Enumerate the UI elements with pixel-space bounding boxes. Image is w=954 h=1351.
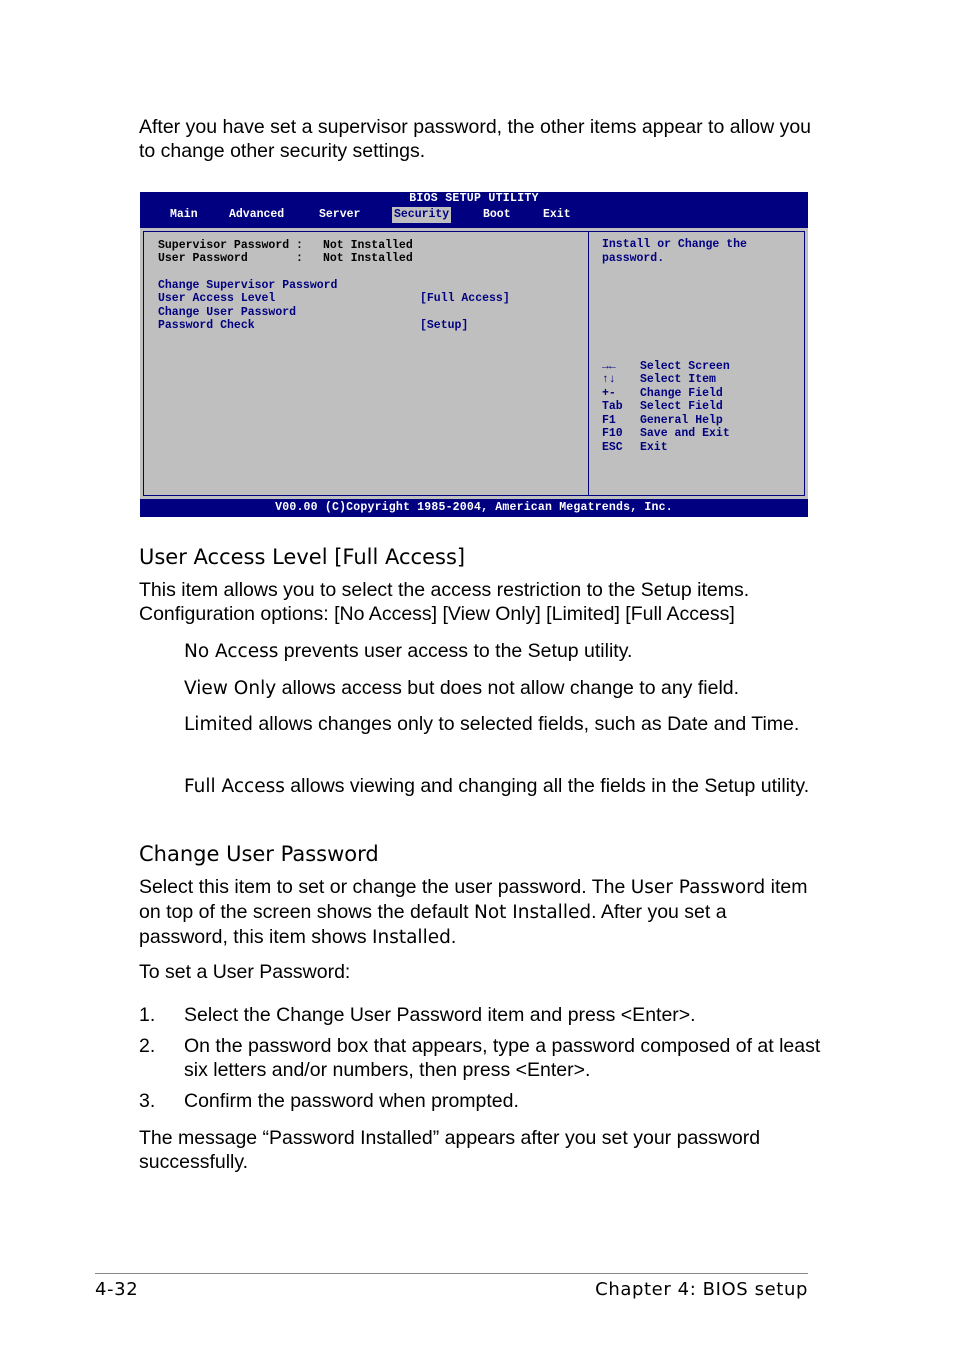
step-text: On the password box that appears, type a password composed of at least six letters and/or numbers, then press <Enter>.	[184, 1035, 821, 1081]
status-value-user: Not Installed	[323, 252, 413, 265]
step-number: 3.	[139, 1090, 156, 1112]
option-desc: allows viewing and changing all the fields in the Setup utility.	[290, 775, 810, 797]
text-run: . After you set a password, this item shows	[139, 901, 727, 948]
key-desc: Exit	[640, 441, 668, 454]
section1-body: This item allows you to select the access restriction to the Setup items. Configuration options: [No Access] [View Only] [Limited] [Full Access]	[139, 579, 750, 625]
menu-item-change-user-password[interactable]: Change User Password	[158, 306, 297, 319]
keyword-installed: Installed	[372, 927, 451, 948]
section-heading-change-user-password: Change User Password	[139, 842, 379, 866]
option-desc: allows changes only to selected fields, such as Date and Time.	[258, 713, 800, 735]
status-label-user: User Password :	[158, 252, 303, 265]
option-no-access	[184, 639, 824, 664]
menu-item-password-check[interactable]: Password Check	[158, 319, 255, 332]
bios-title: BIOS SETUP UTILITY	[409, 192, 539, 205]
bios-body	[140, 228, 808, 499]
option-full-access	[184, 774, 824, 799]
tab-server[interactable]: Server	[319, 208, 361, 221]
page-number: 4-32	[95, 1279, 139, 1300]
menu-item-change-supervisor-password[interactable]: Change Supervisor Password	[158, 279, 338, 292]
step-text: Select the Change User Password item and press <Enter>.	[184, 1004, 696, 1026]
key-desc: Select Screen	[640, 360, 730, 373]
section2-paragraph3: The message “Password Installed” appears after you set your password successfully.	[139, 1127, 761, 1173]
section-heading-user-access-level: User Access Level [Full Access]	[139, 545, 466, 569]
menu-value-user-access-level[interactable]: [Full Access]	[420, 292, 510, 305]
option-term: View Only	[184, 678, 277, 699]
bios-left-pane	[143, 231, 589, 496]
key-label: F10	[602, 427, 623, 440]
option-term: No Access	[184, 641, 279, 662]
section2-paragraph1	[139, 875, 819, 950]
step-text: Confirm the password when prompted.	[184, 1090, 519, 1112]
tab-advanced[interactable]: Advanced	[229, 208, 285, 221]
text-run: item on top of the screen shows the default	[139, 876, 808, 923]
menu-value-password-check[interactable]: [Setup]	[420, 319, 469, 332]
intro-paragraph: After you have set a supervisor password, the other items appear to allow you to change other security settings.	[139, 116, 812, 162]
option-desc: prevents user access to the Setup utility.	[283, 640, 633, 662]
key-select-item-icon: ↑↓	[602, 373, 616, 386]
step-number: 2.	[139, 1035, 156, 1057]
bios-copyright: V00.00 (C)Copyright 1985-2004, American Megatrends, Inc.	[275, 501, 673, 514]
chapter-title: Chapter 4: BIOS setup	[595, 1279, 808, 1300]
menu-item-user-access-level[interactable]: User Access Level	[158, 292, 276, 305]
status-label-supervisor: Supervisor Password :	[158, 239, 303, 252]
tab-main[interactable]: Main	[170, 208, 198, 221]
tab-exit[interactable]: Exit	[543, 208, 571, 221]
bios-menu-bar	[140, 206, 808, 224]
key-desc: Select Field	[640, 400, 723, 413]
option-limited	[184, 712, 824, 737]
option-term: Limited	[184, 714, 253, 735]
key-desc: Change Field	[640, 387, 723, 400]
keyword-user-password: User Password	[630, 877, 766, 898]
key-label: F1	[602, 414, 616, 427]
help-text-line2: password.	[602, 252, 665, 265]
key-label: +-	[602, 387, 616, 400]
step-number: 1.	[139, 1004, 156, 1026]
help-text-line1: Install or Change the	[602, 238, 747, 251]
option-term: Full Access	[184, 776, 285, 797]
text-run: Select this item to set or change the user password. The	[139, 876, 626, 898]
bios-screen	[140, 192, 808, 517]
key-desc: Select Item	[640, 373, 716, 386]
footer-rule	[95, 1273, 808, 1274]
key-label: Tab	[602, 400, 623, 413]
text-run: .	[450, 926, 457, 948]
keyword-not-installed: Not Installed	[473, 902, 592, 923]
option-desc: allows access but does not allow change to any field.	[281, 677, 740, 699]
tab-security[interactable]: Security	[394, 208, 450, 221]
key-label: ESC	[602, 441, 623, 454]
key-desc: Save and Exit	[640, 427, 730, 440]
option-view-only	[184, 676, 824, 701]
tab-boot[interactable]: Boot	[483, 208, 511, 221]
key-desc: General Help	[640, 414, 723, 427]
section2-paragraph2: To set a User Password:	[139, 961, 351, 983]
status-value-supervisor: Not Installed	[323, 239, 413, 252]
key-select-screen-icon: →←	[602, 360, 616, 373]
